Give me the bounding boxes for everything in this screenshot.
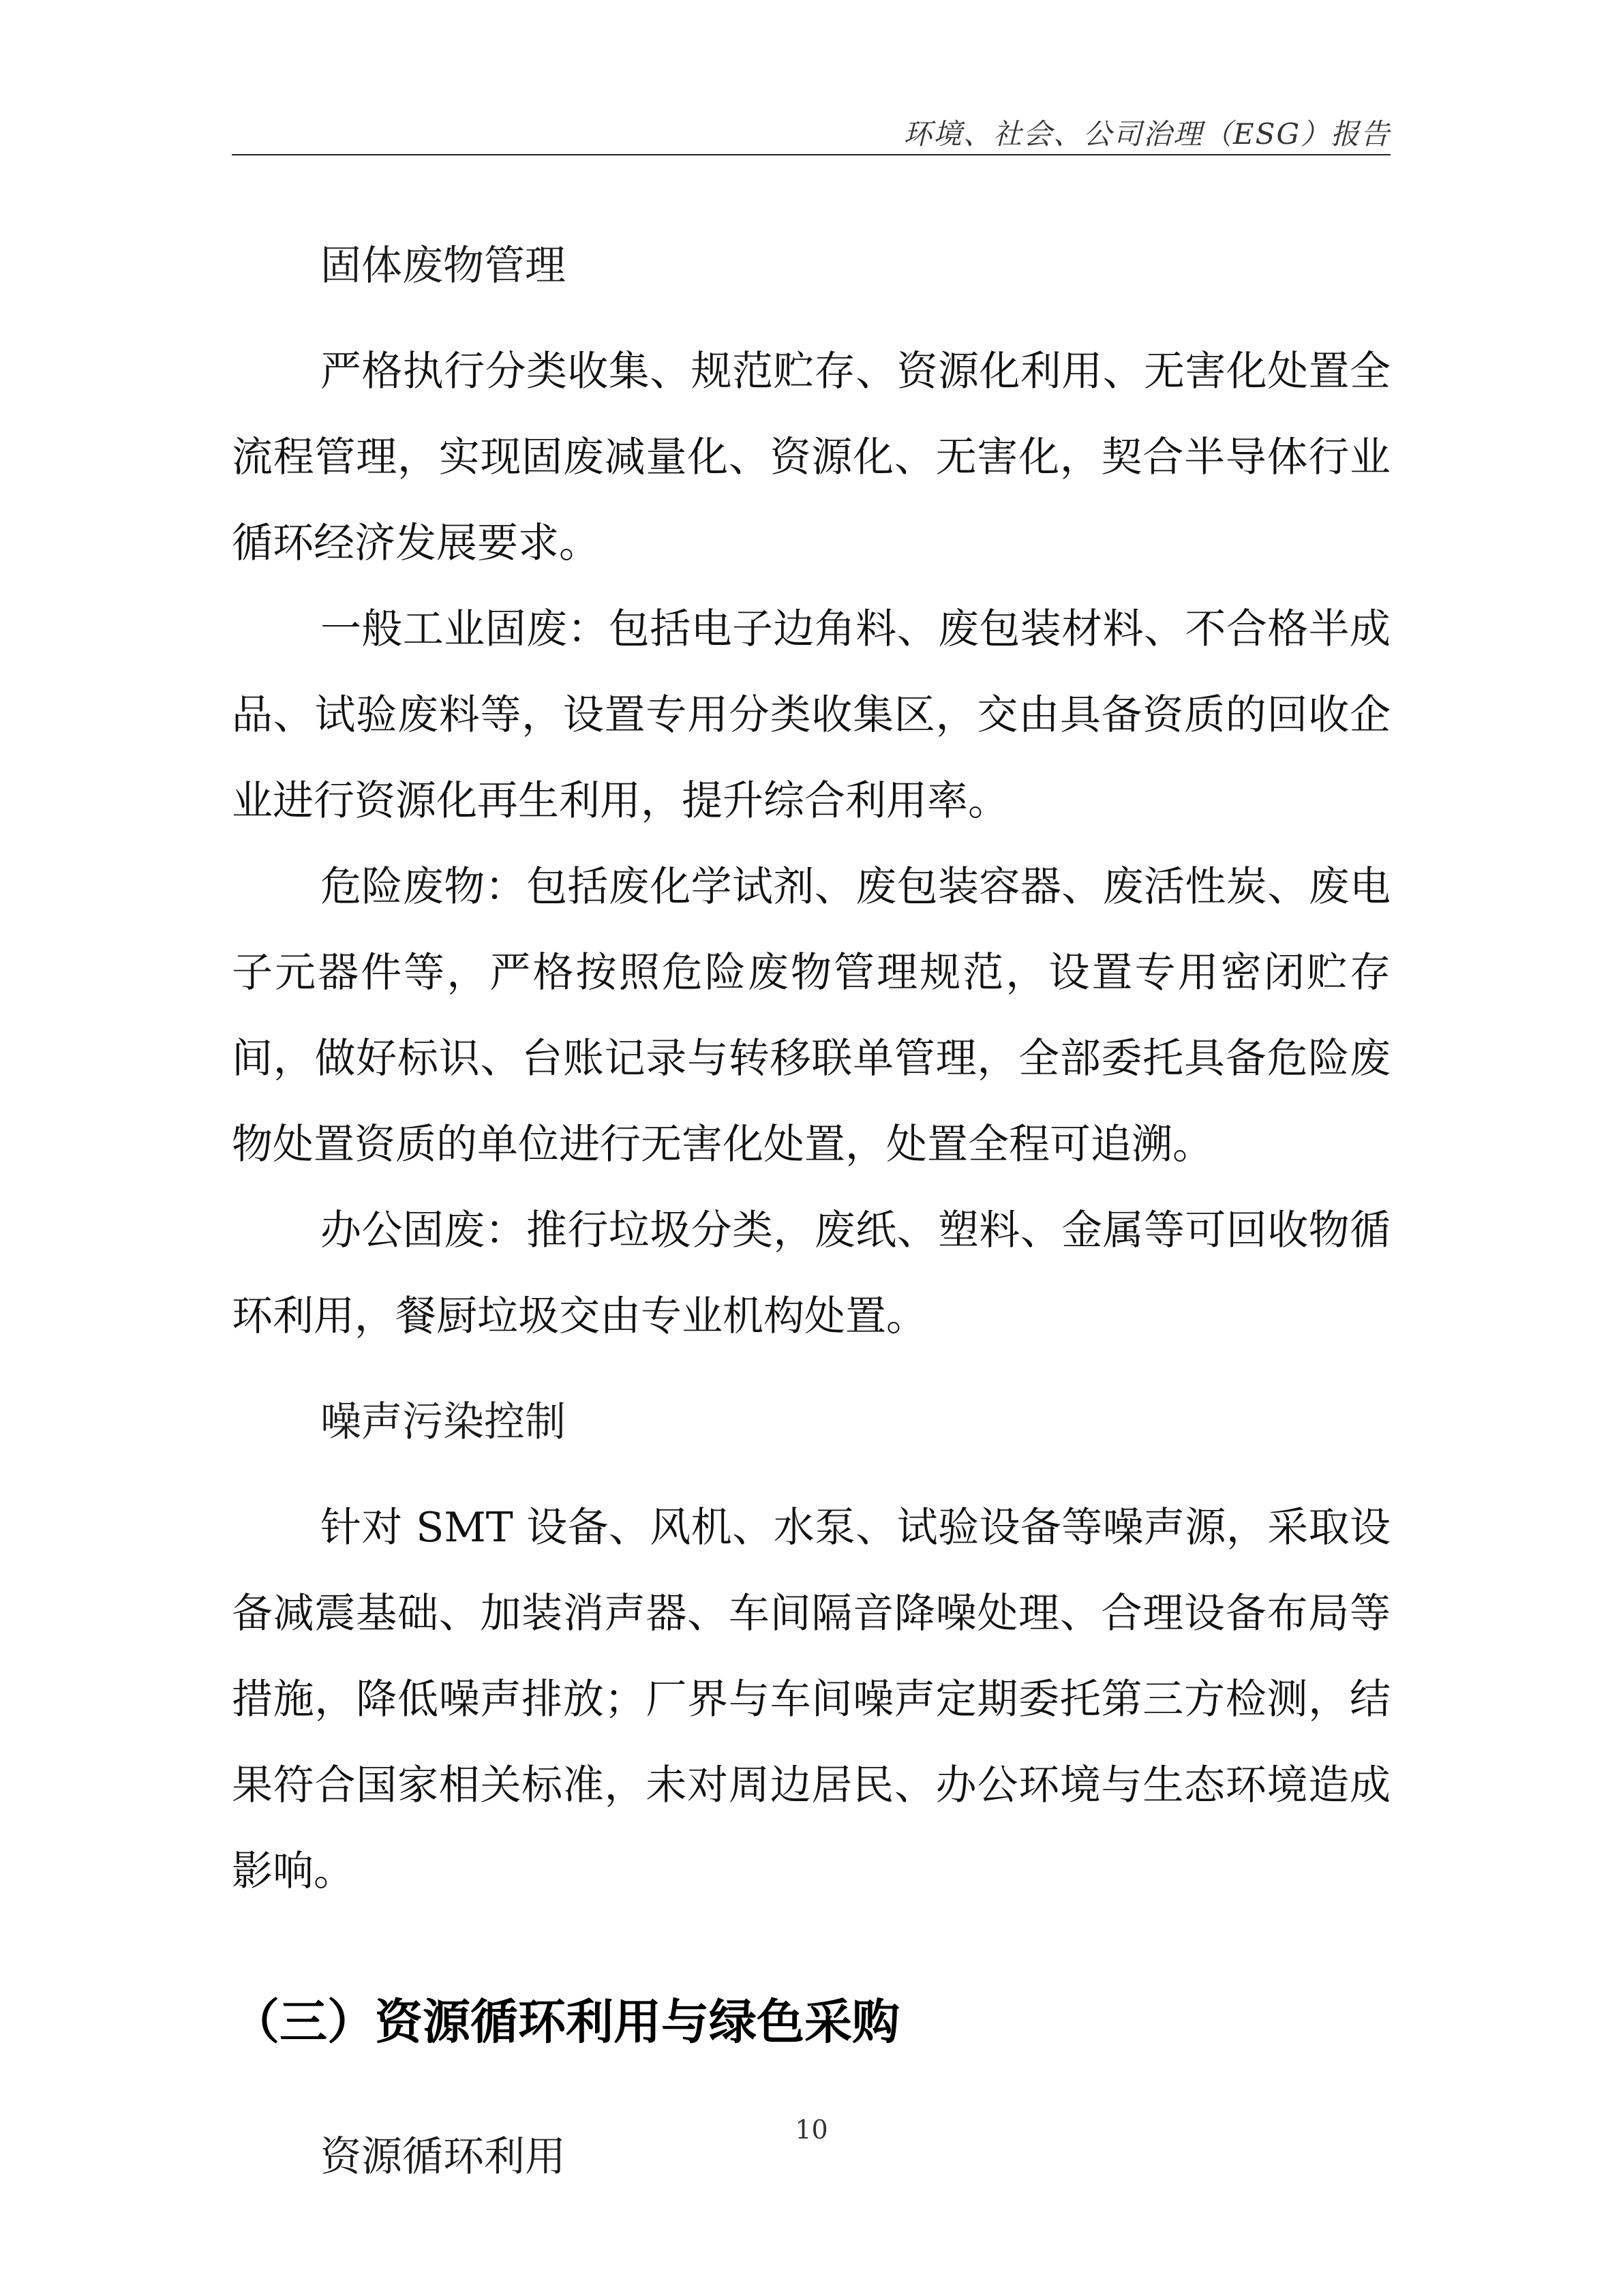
subheading-resource-cycle: 资源循环利用 <box>320 2133 566 2181</box>
subheading-solid-waste: 固体废物管理 <box>320 242 566 290</box>
page-header <box>232 109 1391 155</box>
paragraph-solid-waste-intro: 严格执行分类收集、规范贮存、资源化利用、无害化处置全流程管理，实现固废减量化、资源化、无害化，契合半导体行业循环经济发展要求。 <box>232 348 1391 567</box>
page-number: 10 <box>795 2115 828 2145</box>
paragraph-noise-control: 针对 SMT 设备、风机、水泵、试验设备等噪声源，采取设备减震基础、加装消声器、车间隔音降噪处理、合理设备布局等措施，降低噪声排放；厂界与车间噪声定期委托第三方检测，结果符合国家相关标准，未对周边居民、办公环境与生态环境造成影响。 <box>232 1504 1391 1895</box>
page-content <box>232 239 1391 2184</box>
paragraph-office-waste: 办公固废：推行垃圾分类，废纸、塑料、金属等可回收物循环利用，餐厨垃圾交由专业机构处置。 <box>232 1207 1391 1340</box>
paragraph-general-industrial-waste: 一般工业固废：包括电子边角料、废包装材料、不合格半成品、试验废料等，设置专用分类收集区，交由具备资质的回收企业进行资源化再生利用，提升综合利用率。 <box>232 605 1391 825</box>
header-title: 环境、社会、公司治理（ESG）报告 <box>903 117 1391 151</box>
paragraph-hazardous-waste: 危险废物：包括废化学试剂、废包装容器、废活性炭、废电子元器件等，严格按照危险废物管理规范，设置专用密闭贮存间，做好标识、台账记录与转移联单管理，全部委托具备危险废物处置资质的单位进行无害化处置，处置全程可追溯。 <box>232 863 1391 1168</box>
subheading-noise-control: 噪声污染控制 <box>320 1398 566 1446</box>
section-title: （三）资源循环利用与绿色采购 <box>232 1994 900 2050</box>
